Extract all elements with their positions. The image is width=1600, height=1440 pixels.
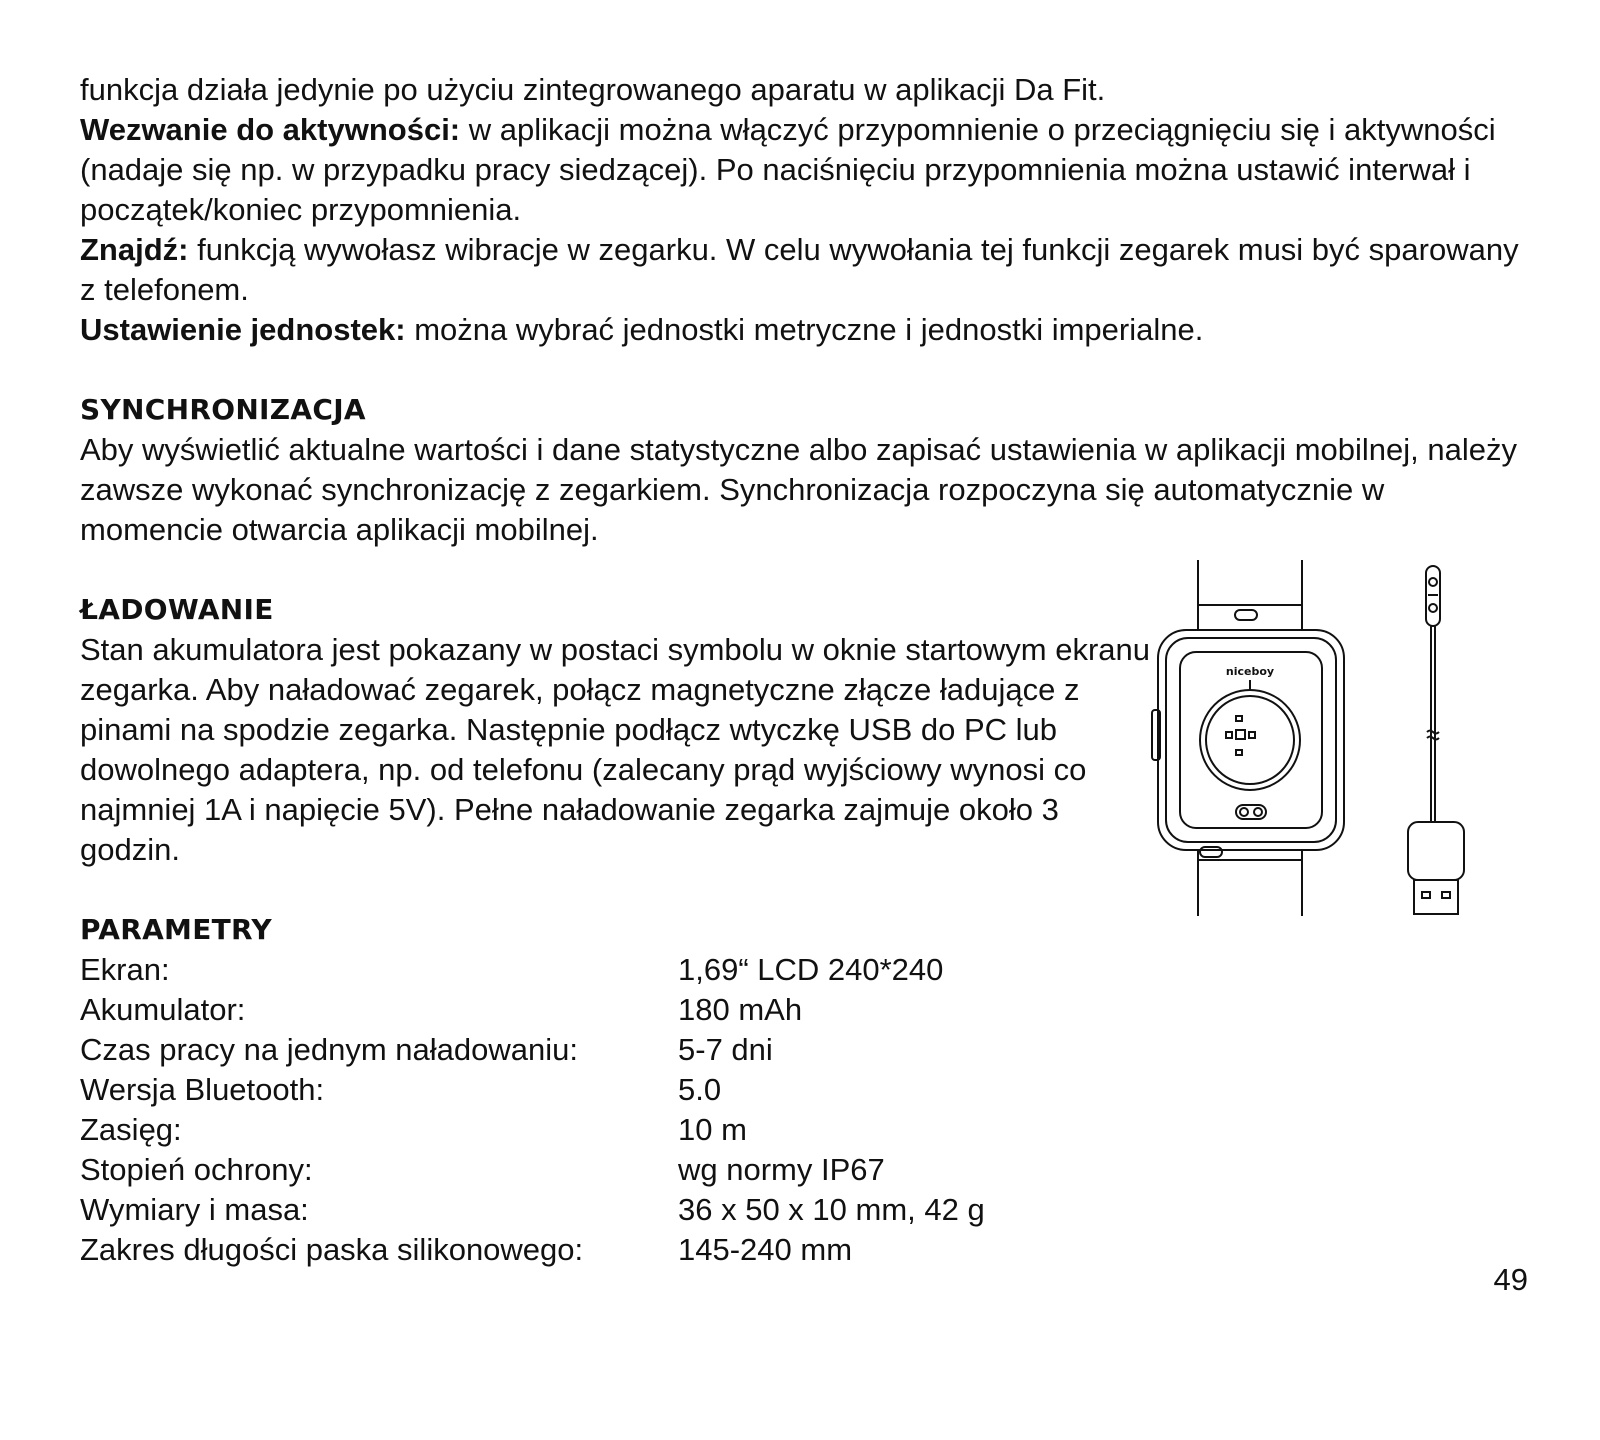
param-value: 180 mAh	[678, 992, 803, 1027]
feature-text: można wybrać jednostki metryczne i jednostki imperialne.	[405, 312, 1204, 347]
param-value: 145-240 mm	[678, 1232, 853, 1267]
params-row	[80, 1030, 985, 1070]
sync-heading: SYNCHRONIZACJA	[80, 393, 366, 426]
params-row	[80, 1070, 985, 1110]
feature-text: w aplikacji można włączyć przypomnienie o przeciągnięciu się i aktywności (nadaje się np. w przypadku pracy siedzącej). Po naciśnięciu przypomnienia można ustawić interwał i początek/koniec przypomnienia.	[80, 112, 1496, 227]
feature-units	[80, 310, 1520, 350]
usb-charger-icon	[1408, 566, 1464, 914]
feature-find	[80, 230, 1520, 310]
watch-strap-top	[1198, 560, 1302, 630]
page-number: 49	[1493, 1262, 1528, 1297]
param-value: 10 m	[678, 1112, 747, 1147]
param-value: 36 x 50 x 10 mm, 42 g	[678, 1192, 985, 1227]
param-value: 1,69“ LCD 240*240	[678, 952, 944, 987]
param-value: 5-7 dni	[678, 1032, 773, 1067]
param-label: Wersja Bluetooth:	[80, 1072, 325, 1107]
watch-strap-bottom	[1198, 847, 1302, 916]
charging-text: Stan akumulatora jest pokazany w postaci symbolu w oknie startowym ekranu zegarka. Aby naładować zegarek, połącz magnetyczne złącze ładujące z pinami na spodzie zegarka. Następnie podłącz wtyczkę USB do PC lub dowolnego adaptera, np. od telefonu (zalecany prąd wyjściowy wynosi co najmniej 1A i napięcie 5V). Pełne naładowanie zegarka zajmuje około 3 godzin.	[80, 632, 1150, 867]
params-row	[80, 950, 985, 990]
feature-term: Wezwanie do aktywności:	[80, 112, 461, 147]
param-label: Ekran:	[80, 952, 170, 987]
param-value: wg normy IP67	[678, 1152, 885, 1187]
watch-charger-illustration	[1150, 560, 1490, 920]
params-table	[80, 950, 985, 1270]
param-label: Akumulator:	[80, 992, 246, 1027]
param-label: Zasięg:	[80, 1112, 182, 1147]
params-heading: PARAMETRY	[80, 913, 272, 946]
params-row	[80, 1110, 985, 1150]
params-row	[80, 990, 985, 1030]
feature-term: Znajdź:	[80, 232, 189, 267]
param-value: 5.0	[678, 1072, 722, 1107]
watch-back-icon	[1152, 630, 1344, 850]
param-label: Czas pracy na jednym naładowaniu:	[80, 1032, 578, 1067]
params-row	[80, 1150, 985, 1190]
feature-text: funkcją wywołasz wibracje w zegarku. W celu wywołania tej funkcji zegarek musi być sparowany z telefonem.	[80, 232, 1519, 307]
sync-text: Aby wyświetlić aktualne wartości i dane statystyczne albo zapisać ustawienia w aplikacji mobilnej, należy zawsze wykonać synchronizację z zegarkiem. Synchronizacja rozpoczyna się automatycznie w momencie otwarcia aplikacji mobilnej.	[80, 432, 1518, 547]
watch-brand-logo: niceboy	[1225, 665, 1275, 678]
charging-heading: ŁADOWANIE	[80, 593, 274, 626]
params-row	[80, 1190, 985, 1230]
param-label: Stopień ochrony:	[80, 1152, 313, 1187]
params-row	[80, 1230, 985, 1270]
feature-activity-reminder	[80, 110, 1520, 230]
intro-continuation: funkcja działa jedynie po użyciu zintegrowanego aparatu w aplikacji Da Fit.	[80, 72, 1106, 107]
param-label: Zakres długości paska silikonowego:	[80, 1232, 584, 1267]
feature-term: Ustawienie jednostek:	[80, 312, 406, 347]
param-label: Wymiary i masa:	[80, 1192, 309, 1227]
